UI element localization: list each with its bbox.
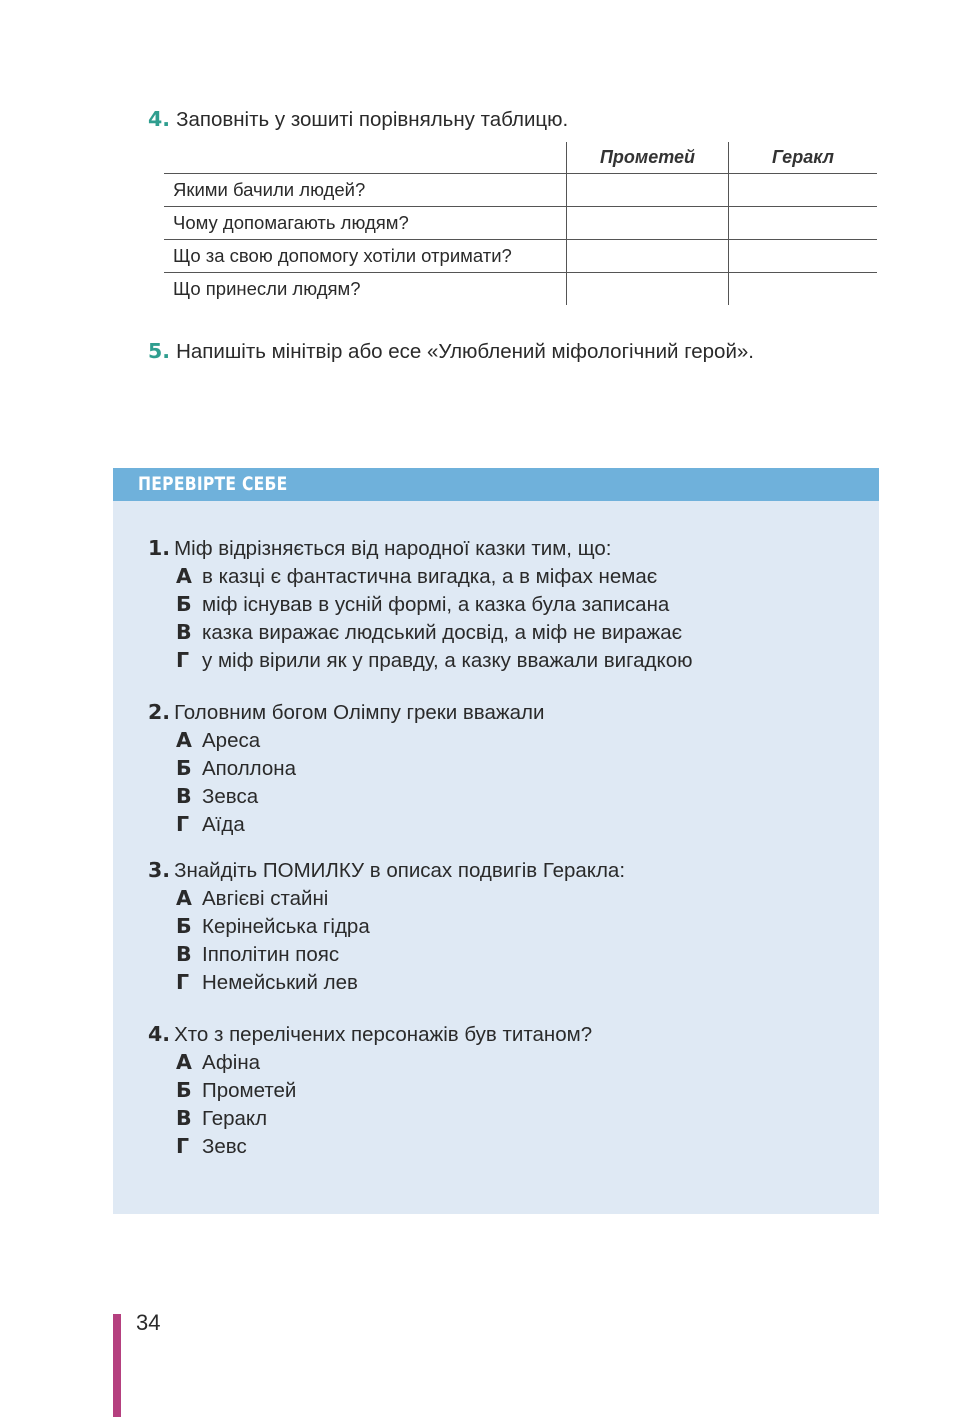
table-row-question: Що за свою допомогу хотіли отримати? (164, 240, 567, 273)
task-5-text: Напишіть мінітвір або есе «Улюблений міфологічний герой». (176, 340, 754, 363)
option-letter: А (176, 728, 192, 752)
page-number: 34 (136, 1310, 161, 1335)
comparison-table (164, 142, 877, 305)
question-number: 4. (148, 1022, 171, 1046)
option-letter: Б (176, 1078, 192, 1102)
table-cell-empty (567, 207, 729, 240)
question-text: Хто з перелічених персонажів був титаном? (174, 1023, 593, 1046)
option-text: Аїда (202, 813, 245, 836)
option-letter: Б (176, 914, 192, 938)
option-text: Іпполітин пояс (202, 943, 340, 966)
answer-option (148, 968, 868, 996)
table-cell-empty (567, 273, 729, 306)
self-check-title: ПЕРЕВІРТЕ СЕБЕ (138, 473, 288, 495)
table-row (164, 240, 877, 273)
table-row-question: Що принесли людям? (164, 273, 567, 306)
quiz-question-2 (148, 698, 868, 838)
option-text: Геракл (202, 1107, 268, 1130)
table-cell-empty (729, 174, 878, 207)
question-text: Головним богом Олімпу греки вважали (174, 701, 545, 724)
table-cell-empty (729, 240, 878, 273)
answer-option (148, 1104, 868, 1132)
table-header-row (164, 142, 877, 174)
table-row (164, 273, 877, 306)
answer-option (148, 726, 868, 754)
table-header-empty (164, 142, 567, 174)
option-letter: Г (176, 648, 190, 672)
option-text: Авгієві стайні (202, 887, 329, 910)
option-text: Немейський лев (202, 971, 358, 994)
table-row-question: Чому допомагають людям? (164, 207, 567, 240)
option-text: Керінейська гідра (202, 915, 370, 938)
task-4-text: Заповніть у зошиті порівняльну таблицю. (176, 108, 569, 131)
answer-option (148, 940, 868, 968)
option-text: Афіна (202, 1051, 261, 1074)
answer-option (148, 754, 868, 782)
question-number: 2. (148, 700, 171, 724)
table-row (164, 174, 877, 207)
option-text: Аполлона (202, 757, 297, 780)
option-text: міф існував в усній формі, а казка була записана (202, 593, 670, 616)
table-header-heracles: Геракл (729, 142, 878, 174)
question-text: Знайдіть ПОМИЛКУ в описах подвигів Геракла: (174, 859, 626, 882)
answer-option (148, 618, 868, 646)
table-row (164, 207, 877, 240)
task-4-number: 4. (148, 107, 171, 131)
option-text: Ареса (202, 729, 261, 752)
question-number: 1. (148, 536, 171, 560)
option-letter: Г (176, 970, 190, 994)
table-cell-empty (567, 174, 729, 207)
self-check-header (113, 468, 879, 501)
table-header-prometheus: Прометей (567, 142, 729, 174)
option-letter: Б (176, 592, 192, 616)
answer-option (148, 562, 868, 590)
answer-option (148, 782, 868, 810)
answer-option (148, 912, 868, 940)
option-text: казка виражає людський досвід, а міф не виражає (202, 621, 683, 644)
answer-option (148, 884, 868, 912)
option-text: в казці є фантастична вигадка, а в міфах немає (202, 565, 658, 588)
self-check-box (113, 468, 879, 1214)
option-letter: Г (176, 812, 190, 836)
quiz-question-3 (148, 856, 868, 996)
answer-option (148, 590, 868, 618)
quiz-question-4 (148, 1020, 868, 1160)
option-letter: В (176, 784, 192, 808)
table-row-question: Якими бачили людей? (173, 179, 366, 200)
page-marker-bar (113, 1314, 121, 1417)
option-letter: А (176, 1050, 192, 1074)
answer-option (148, 1076, 868, 1104)
question-text: Міф відрізняється від народної казки тим, що: (174, 537, 612, 560)
answer-option (148, 1048, 868, 1076)
option-text: Зевса (202, 785, 259, 808)
question-number: 3. (148, 858, 171, 882)
table-cell-empty (729, 273, 878, 306)
option-text: Прометей (202, 1079, 297, 1102)
quiz-question-1 (148, 534, 868, 674)
answer-option (148, 1132, 868, 1160)
answer-option (148, 646, 868, 674)
option-letter: В (176, 942, 192, 966)
task-5-number: 5. (148, 339, 171, 363)
option-letter: А (176, 564, 192, 588)
option-letter: В (176, 620, 192, 644)
table-cell-empty (567, 240, 729, 273)
answer-option (148, 810, 868, 838)
option-letter: Г (176, 1134, 190, 1158)
table-cell-empty (729, 207, 878, 240)
option-letter: В (176, 1106, 192, 1130)
task-4 (148, 107, 568, 132)
option-letter: Б (176, 756, 192, 780)
option-text: у міф вірили як у правду, а казку вважали вигадкою (202, 649, 693, 672)
option-letter: А (176, 886, 192, 910)
task-5 (148, 339, 754, 364)
option-text: Зевс (202, 1135, 247, 1158)
